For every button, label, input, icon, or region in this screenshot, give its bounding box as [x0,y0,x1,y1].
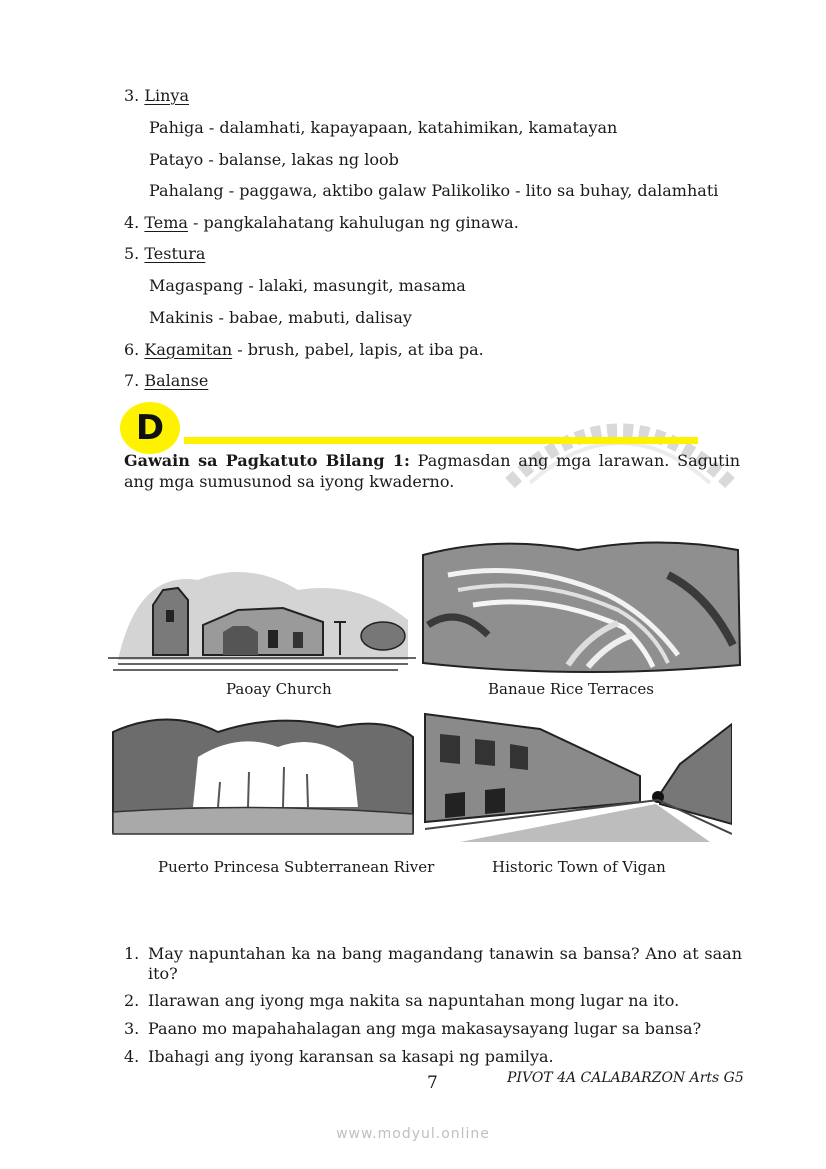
page-number: 7 [427,1073,438,1093]
list-item-balanse: 7. Balanse [124,371,209,390]
caption-paoay-church: Paoay Church [226,680,332,698]
list-item-testura: 5. Testura [124,244,206,263]
footer-series: PIVOT 4A CALABARZON Arts G5 [507,1070,744,1086]
linya-item-pahiga: Pahiga - dalamhati, kapayapaan, katahimikan, kamatayan [149,118,618,137]
term-tema: Tema [144,213,188,232]
linya-item-patayo: Patayo - balanse, lakas ng loob [149,150,399,169]
list-item-tema: 4. Tema - pangkalahatang kahulugan ng ginawa. [124,213,519,232]
caption-vigan: Historic Town of Vigan [492,858,666,876]
testura-item-magaspang: Magaspang - lalaki, masungit, masama [149,276,466,295]
vigan-town-illustration [420,704,732,844]
question-1: 1. May napuntahan ka na bang magandang tanawin sa bansa? Ano at saan ito? [124,944,742,983]
puerto-princesa-river-illustration [108,712,418,840]
list-item-kagamitan: 6. Kagamitan - brush, pabel, lapis, at iba pa. [124,340,484,359]
site-watermark: www.modyul.online [336,1126,490,1142]
term-balanse: Balanse [144,371,209,390]
activity-instructions: Gawain sa Pagkatuto Bilang 1: Pagmasdan ang mga larawan. Sagutin ang mga sumusunod sa iyong kwaderno. [124,451,740,491]
banaue-rice-terraces-illustration [418,535,744,677]
testura-item-makinis: Makinis - babae, mabuti, dalisay [149,308,412,327]
question-3: 3. Paano mo mapahahalagan ang mga makasaysayang lugar sa bansa? [124,1019,702,1038]
question-4: 4. Ibahagi ang iyong karansan sa kasapi ng pamilya. [124,1047,554,1066]
list-item-linya: 3. Linya [124,86,189,105]
term-kagamitan: Kagamitan [144,340,233,359]
term-testura: Testura [144,244,206,263]
paoay-church-illustration [108,560,416,672]
section-divider [184,437,698,444]
question-2: 2. Ilarawan ang iyong mga nakita sa napuntahan mong lugar na ito. [124,991,680,1010]
term-linya: Linya [144,86,189,105]
section-badge: D [120,402,180,454]
caption-banaue: Banaue Rice Terraces [488,680,654,698]
linya-item-pahalang: Pahalang - paggawa, aktibo galaw Palikoliko - lito sa buhay, dalamhati [149,181,719,200]
activity-title: Gawain sa Pagkatuto Bilang 1: [124,451,410,470]
caption-puerto-princesa: Puerto Princesa Subterranean River [158,858,435,876]
